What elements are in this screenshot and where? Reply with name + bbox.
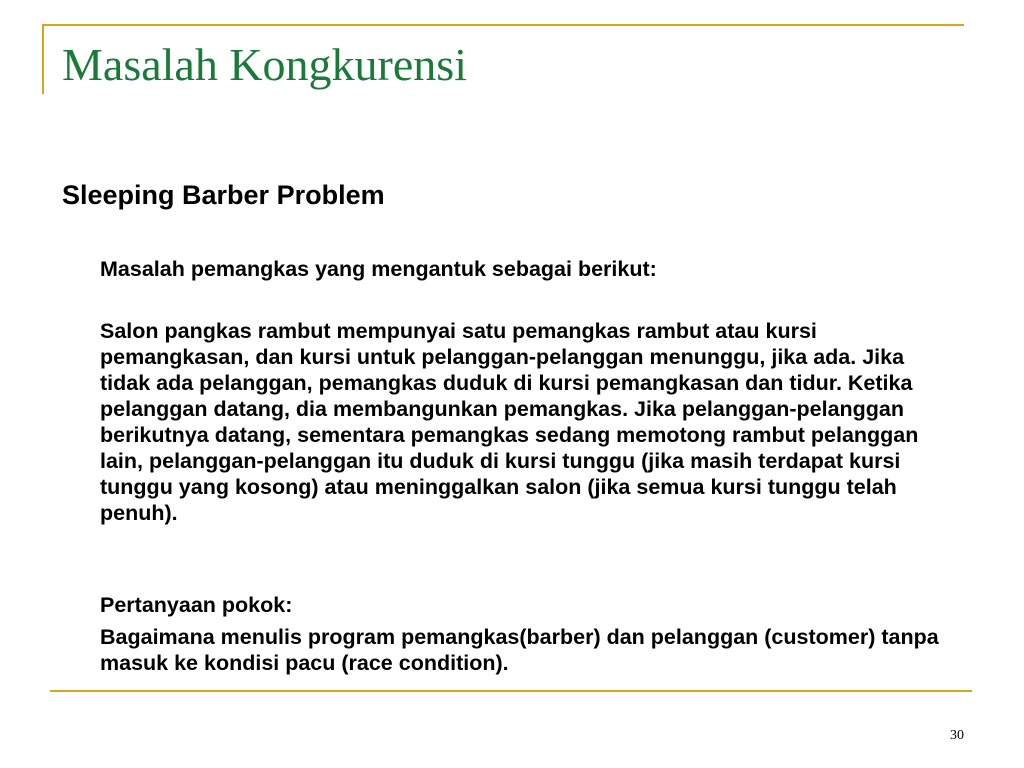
problem-description: Salon pangkas rambut mempunyai satu pemangkas rambut atau kursi pemangkasan, dan kursi untuk pelanggan-pelanggan menunggu, jika ada. Jika tidak ada pelanggan, pemangkas duduk di kursi pemangkasan dan tidur. Ketika pelanggan datang, dia membangunkan pemangkas. Jika pelanggan-pelanggan berikutnya datang, sementara pemangkas sedang memotong rambut pelanggan lain, pelanggan-pelanggan itu duduk di kursi tunggu (jika masih terdapat kursi tunggu yang kosong) atau meninggalkan salon (jika semua kursi tunggu telah penuh). — [100, 319, 919, 525]
intro-text: Masalah pemangkas yang mengantuk sebagai berikut: — [100, 257, 657, 281]
top-frame-rule — [42, 24, 964, 26]
left-frame-rule — [42, 24, 44, 94]
question-label: Pertanyaan pokok: — [100, 593, 293, 617]
bottom-rule — [50, 690, 972, 692]
slide-subtitle: Sleeping Barber Problem — [62, 180, 385, 210]
main-question: Bagaimana menulis program pemangkas(barber) dan pelanggan (customer) tanpa masuk ke kondisi pacu (race condition). — [100, 625, 939, 675]
page-number: 30 — [950, 728, 964, 743]
slide-title: Masalah Kongkurensi — [62, 39, 467, 90]
